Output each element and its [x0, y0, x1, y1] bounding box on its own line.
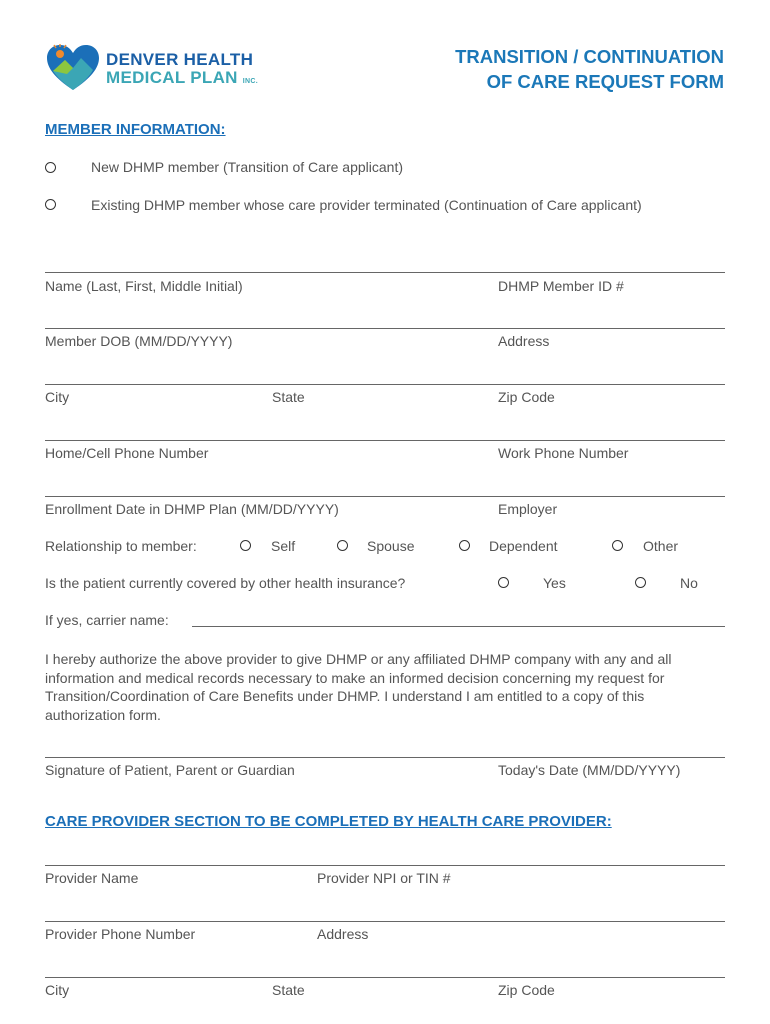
dob-label: Member DOB (MM/DD/YYYY): [45, 333, 233, 349]
relationship-spouse-radio[interactable]: [337, 540, 348, 551]
enrollment-label: Enrollment Date in DHMP Plan (MM/DD/YYYY): [45, 501, 339, 517]
provider-phone-label: Provider Phone Number: [45, 926, 196, 942]
logo-text-line1: DENVER HEALTH: [106, 50, 254, 69]
provider-address-label: Address: [317, 926, 369, 942]
authorization-text: I hereby authorize the above provider to give DHMP or any affiliated DHMP company with any and all information and medical records necessary to make an informed decision concerning my request for Transition/Coordination of Care Benefits under DHMP. I understand I am entitled to a copy of this authorization form.: [45, 651, 672, 723]
logo-text-line2: [106, 68, 258, 88]
provider-city-label: City: [45, 982, 70, 998]
provider-section-heading: CARE PROVIDER SECTION TO BE COMPLETED BY HEALTH CARE PROVIDER:: [45, 813, 612, 830]
relationship-label: Relationship to member:: [45, 538, 197, 554]
city-field-line[interactable]: [45, 384, 725, 385]
provider-name-line[interactable]: [45, 865, 725, 866]
signature-label: Signature of Patient, Parent or Guardian: [45, 762, 295, 778]
member-section-heading: MEMBER INFORMATION:: [45, 121, 226, 138]
signature-line[interactable]: [45, 757, 725, 758]
logo-text-medical-plan: MEDICAL PLAN: [106, 68, 238, 87]
relationship-self-label: Self: [271, 538, 296, 554]
member-id-label: DHMP Member ID #: [498, 278, 624, 294]
phone-field-line[interactable]: [45, 440, 725, 441]
provider-npi-label: Provider NPI or TIN #: [317, 870, 451, 886]
name-label: Name (Last, First, Middle Initial): [45, 278, 243, 294]
relationship-dependent-label: Dependent: [489, 538, 558, 554]
existing-member-label: Existing DHMP member whose care provider terminated (Continuation of Care applicant): [91, 197, 642, 213]
enrollment-field-line[interactable]: [45, 496, 725, 497]
provider-phone-line[interactable]: [45, 921, 725, 922]
existing-member-radio[interactable]: [45, 199, 56, 210]
name-field-line[interactable]: [45, 272, 725, 273]
relationship-self-radio[interactable]: [240, 540, 251, 551]
new-member-radio[interactable]: [45, 162, 56, 173]
insurance-no-radio[interactable]: [635, 577, 646, 588]
employer-label: Employer: [498, 501, 558, 517]
relationship-spouse-label: Spouse: [367, 538, 415, 554]
other-insurance-question: Is the patient currently covered by other health insurance?: [45, 575, 406, 591]
provider-city-line[interactable]: [45, 977, 725, 978]
insurance-yes-radio[interactable]: [498, 577, 509, 588]
heart-logo-icon: [45, 44, 101, 92]
provider-zip-label: Zip Code: [498, 982, 555, 998]
form-title-line2: OF CARE REQUEST FORM: [486, 71, 724, 92]
logo: [45, 44, 101, 97]
carrier-name-label: If yes, carrier name:: [45, 612, 169, 628]
work-phone-label: Work Phone Number: [498, 445, 629, 461]
provider-state-label: State: [272, 982, 305, 998]
home-phone-label: Home/Cell Phone Number: [45, 445, 209, 461]
logo-inc: INC.: [242, 78, 258, 85]
form-title: [455, 44, 724, 94]
insurance-yes-label: Yes: [543, 575, 566, 591]
city-label: City: [45, 389, 70, 405]
form-title-line1: TRANSITION / CONTINUATION: [455, 46, 724, 67]
zip-label: Zip Code: [498, 389, 555, 405]
relationship-other-label: Other: [643, 538, 679, 554]
dob-field-line[interactable]: [45, 328, 725, 329]
address-label: Address: [498, 333, 550, 349]
insurance-no-label: No: [680, 575, 698, 591]
relationship-other-radio[interactable]: [612, 540, 623, 551]
provider-name-label: Provider Name: [45, 870, 139, 886]
new-member-label: New DHMP member (Transition of Care applicant): [91, 159, 403, 175]
carrier-name-line[interactable]: [192, 626, 725, 627]
todays-date-label: Today's Date (MM/DD/YYYY): [498, 762, 681, 778]
relationship-dependent-radio[interactable]: [459, 540, 470, 551]
state-label: State: [272, 389, 305, 405]
